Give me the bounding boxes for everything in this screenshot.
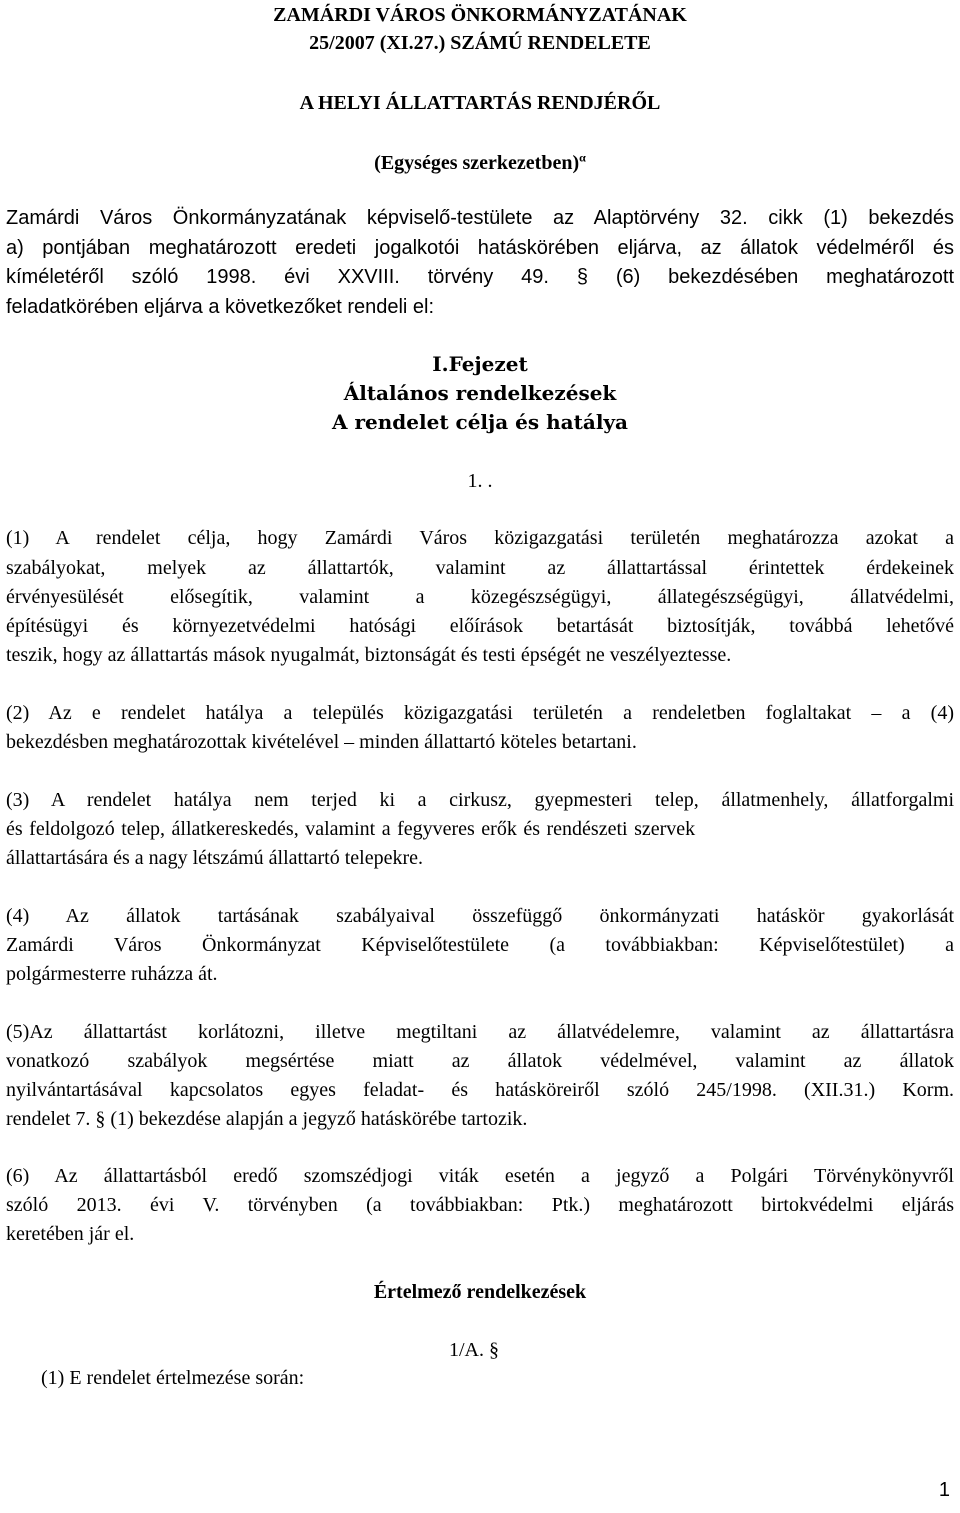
title-line-1: ZAMÁRDI VÁROS ÖNKORMÁNYZATÁNAK bbox=[273, 4, 687, 26]
paragraph-line: keretében jár el. bbox=[6, 1223, 135, 1245]
title-line-4 bbox=[0, 151, 960, 175]
definitions-intro: (1) E rendelet értelmezése során: bbox=[41, 1367, 305, 1389]
chapter-title: Általános rendelkezések bbox=[343, 381, 617, 405]
preamble-line: Zamárdi Város Önkormányzatának képviselő-testülete az Alaptörvény 32. cikk (1) bekezdés bbox=[6, 207, 954, 229]
chapter-number: I.Fejezet bbox=[432, 352, 528, 376]
paragraph-line: érvényesülését elősegítik, valamint a közegészségügyi, állategészségügyi, állatvédelmi, bbox=[6, 586, 954, 608]
section-heading: 1. . bbox=[467, 470, 493, 492]
paragraph-line: (2) Az e rendelet hatálya a település közigazgatási területén a rendeletben foglaltakat – a (4) bbox=[6, 702, 954, 724]
footnote-marker: α bbox=[579, 150, 586, 165]
preamble-line: feladatkörében eljárva a következőket rendeli el: bbox=[6, 296, 435, 318]
paragraph-line: építésügyi és környezetvédelmi hatósági előírások betartását biztosítják, továbbá lehetővé bbox=[6, 615, 954, 637]
paragraph-line: (4) Az állatok tartásának szabályaival összefüggő önkormányzati hatáskör gyakorlását bbox=[6, 905, 954, 927]
paragraph-line: teszik, hogy az állattartás mások nyugalmát, biztonságát és testi épségét ne veszélyeztesse. bbox=[6, 644, 732, 666]
paragraph-line: rendelet 7. § (1) bekezdése alapján a jegyző hatáskörébe tartozik. bbox=[6, 1108, 528, 1130]
definitions-section: 1/A. § bbox=[449, 1339, 499, 1361]
paragraph-line: és feldolgozó telep, állatkereskedés, valamint a fegyveres erők és rendészeti szervek bbox=[6, 818, 696, 840]
paragraph-line: nyilvántartásával kapcsolatos egyes feladat- és hatásköreiről szóló 245/1998. (XII.31.) Korm. bbox=[6, 1079, 954, 1101]
paragraph-line: (6) Az állattartásból eredő szomszédjogi viták esetén a jegyző a Polgári Törvénykönyvről bbox=[6, 1165, 954, 1187]
paragraph-line: polgármesterre ruházza át. bbox=[6, 963, 218, 985]
title-line-2: 25/2007 (XI.27.) SZÁMÚ RENDELETE bbox=[309, 32, 651, 54]
paragraph-line: bekezdésben meghatározottak kivételével – minden állattartó köteles betartani. bbox=[6, 731, 637, 753]
chapter-subtitle: A rendelet célja és hatálya bbox=[332, 410, 628, 434]
paragraph-line: (3) A rendelet hatálya nem terjed ki a cirkusz, gyepmesteri telep, állatmenhely, állatforgalmi bbox=[6, 789, 954, 811]
paragraph-line: szabályokat, melyek az állattartók, valamint az állattartással érintettek érdekeinek bbox=[6, 557, 954, 579]
paragraph-line: vonatkozó szabályok megsértése miatt az állatok védelmével, valamint az állatok bbox=[6, 1050, 954, 1072]
preamble-line: a) pontjában meghatározott eredeti jogalkotói hatáskörében eljárva, az állatok védelméről és bbox=[6, 237, 954, 259]
definitions-heading: Értelmező rendelkezések bbox=[373, 1281, 587, 1303]
page-number: 1 bbox=[938, 1479, 950, 1501]
title-line-3: A HELYI ÁLLATTARTÁS RENDJÉRŐL bbox=[299, 92, 661, 114]
paragraph-line: Zamárdi Város Önkormányzat Képviselőtestülete (a továbbiakban: Képviselőtestület) a bbox=[6, 934, 954, 956]
paragraph-line: (1) A rendelet célja, hogy Zamárdi Város közigazgatási területén meghatározza azokat a bbox=[6, 527, 954, 549]
preamble-line: kíméletéről szóló 1998. évi XXVIII. törvény 49. § (6) bekezdésében meghatározott bbox=[6, 266, 954, 288]
paragraph-line: állattartására és a nagy létszámú állattartó telepekre. bbox=[6, 847, 424, 869]
consolidated-label: (Egységes szerkezetben) bbox=[374, 152, 580, 174]
paragraph-line: (5)Az állattartást korlátozni, illetve megtiltani az állatvédelemre, valamint az állattartásra bbox=[6, 1021, 954, 1043]
paragraph-line: szóló 2013. évi V. törvényben (a továbbiakban: Ptk.) meghatározott birtokvédelmi eljárás bbox=[6, 1194, 954, 1216]
